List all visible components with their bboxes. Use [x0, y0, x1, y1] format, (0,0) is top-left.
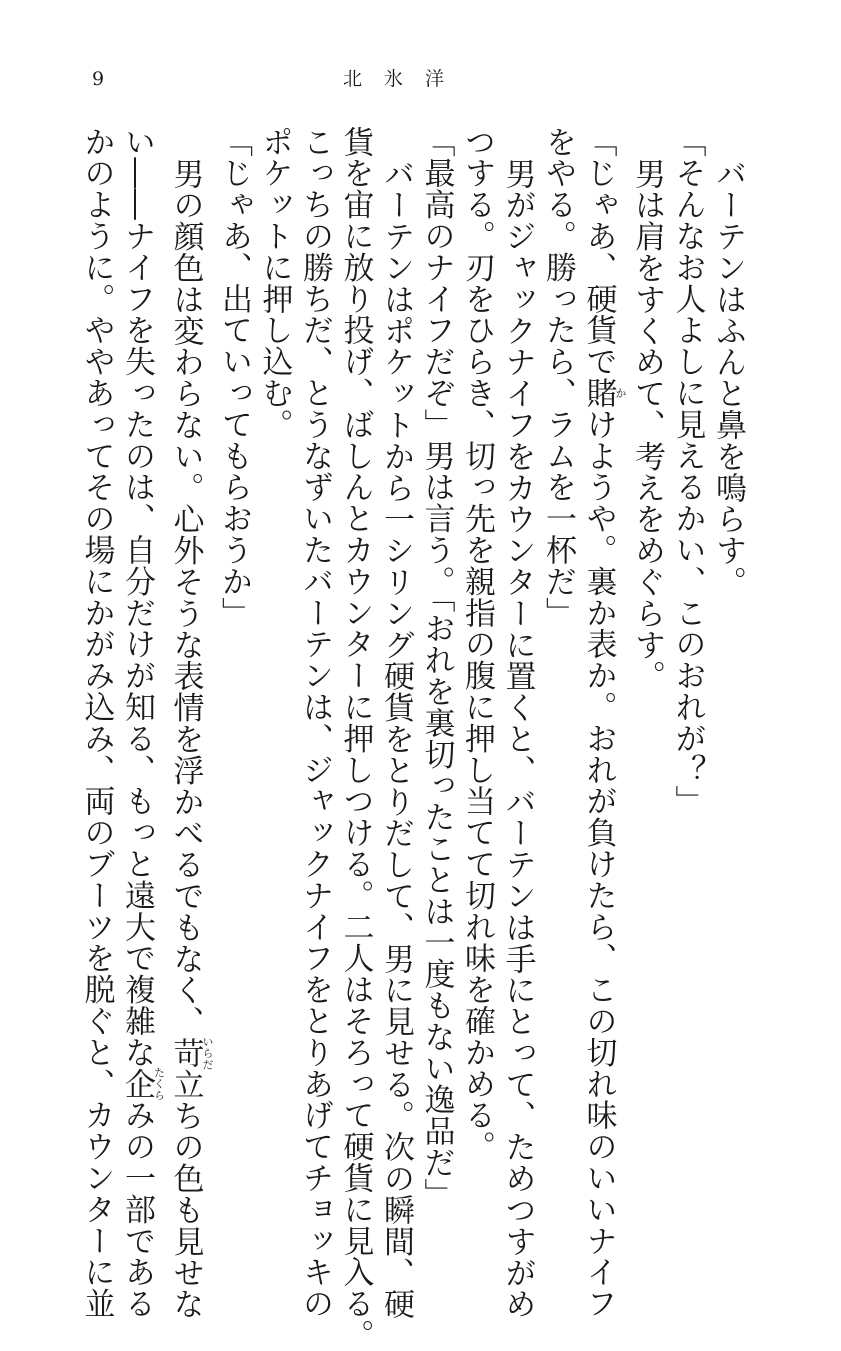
text-segment: みの一部である: [119, 1099, 155, 1320]
running-head: 北氷洋: [343, 68, 467, 90]
page-number: 9: [92, 68, 105, 90]
text-line: をやる。勝ったら、ラムを一杯だ」: [540, 126, 576, 629]
ruby-annotation: [119, 1066, 166, 1101]
ruby-base: 苛: [167, 1035, 204, 1070]
ruby-base: 賭: [580, 377, 617, 409]
text-segment: けようや。裏か表か。おれが負けたら、この切れ味のいいナイフ: [580, 408, 617, 1320]
text-line: [578, 126, 627, 1320]
text-line: つする。刃をひらき、切っ先を親指の腹に押し当てて切れ味を確かめる。: [459, 126, 495, 1163]
text-line: [117, 126, 166, 1320]
text-line: 男は肩をすくめて、考えをめぐらす。: [629, 158, 665, 692]
ruby-annotation: [167, 1035, 214, 1071]
text-line: 貨を宙に放り投げ、ばしんとカウンターに押しつける。二人はそろって硬貨に見入る。: [337, 126, 374, 1351]
text-segment: 「じゃあ、硬貨で: [580, 126, 617, 378]
body-text: [78, 126, 748, 1351]
text-line: 「最高のナイフだぞ」男は言う。「おれを裏切ったことは一度もない逸品だ」: [418, 126, 455, 1210]
text-segment: い――ナイフを失ったのは、自分だけが知る、もっと遠大で複雑な: [119, 126, 155, 1068]
text-segment: 立ちの色も見せな: [167, 1068, 204, 1320]
text-line: バーテンはポケットから一シリング硬貨をとりだして、男に見せる。次の瞬間、硬: [378, 158, 414, 1320]
ruby-reading: か: [614, 377, 627, 409]
text-line: かのように。ややあってその場にかがみ込み、両のブーツを脱ぐと、カウンターに並: [78, 126, 115, 1320]
text-line: バーテンはふんと鼻を鳴らす。: [710, 158, 746, 598]
text-line: こっちの勝ちだ、とうなずいたバーテンは、ジャックナイフをとりあげてチョッキの: [297, 126, 333, 1320]
ruby-annotation: [580, 377, 627, 409]
text-line: 「そんなお人よしに見えるかい、このおれが？」: [669, 126, 706, 817]
text-line: ポケットに押し込む。: [256, 126, 293, 440]
text-line: 「じゃあ、出ていってもらおうか」: [216, 126, 252, 629]
text-line: 男がジャックナイフをカウンターに置くと、バーテンは手にとって、ためつすがめ: [499, 158, 536, 1320]
ruby-reading: いらだ: [201, 1035, 214, 1071]
text-segment: 男の顔色は変わらない。心外そうな表情を浮かべるでもなく、: [167, 158, 204, 1038]
ruby-reading: たくら: [152, 1066, 166, 1101]
text-line: [165, 126, 214, 1320]
ruby-base: 企: [119, 1066, 155, 1101]
